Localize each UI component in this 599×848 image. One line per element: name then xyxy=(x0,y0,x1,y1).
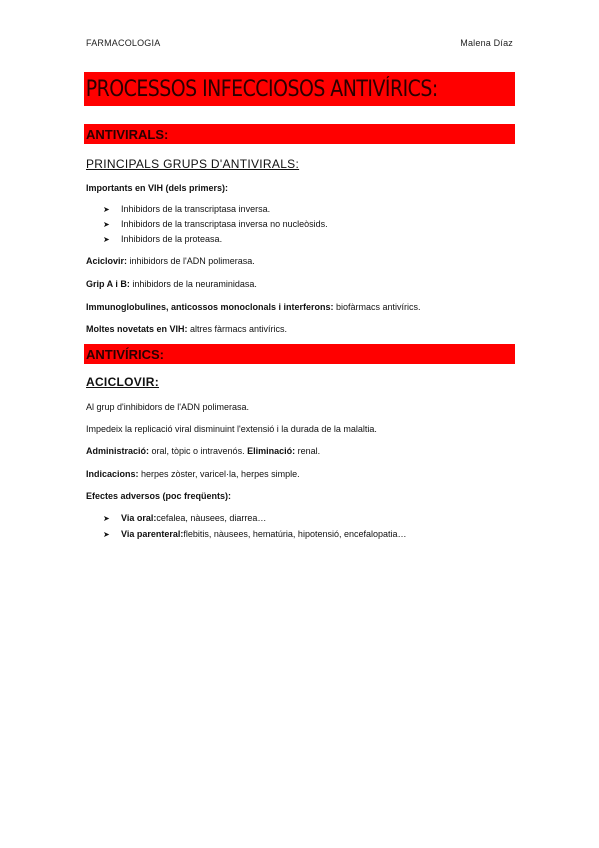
list-item xyxy=(103,529,407,539)
list-item xyxy=(103,219,328,229)
section-antivirics-highlight xyxy=(84,344,515,364)
list-item xyxy=(103,234,222,244)
arrowhead-bullet-icon: ➤ xyxy=(103,204,110,214)
grip-desc: inhibidors de la neuraminidasa. xyxy=(129,279,257,289)
header-author: Malena Díaz xyxy=(460,38,513,48)
list-item xyxy=(103,204,270,214)
via-oral-desc: cefalea, nàusees, diarrea… xyxy=(156,513,267,523)
grip-term: Grip A i B: xyxy=(86,279,130,289)
aciclovir-subheading: ACICLOVIR: xyxy=(86,375,159,389)
replicacio-line: Impedeix la replicació viral disminuint l'extensió i la durada de la malaltia. xyxy=(86,424,377,434)
efectes-label-text: Efectes adversos (poc freqüents): xyxy=(86,491,232,501)
immuno-line xyxy=(86,302,421,312)
section-antivirals-highlight xyxy=(84,124,515,144)
vih-label xyxy=(86,183,228,193)
eliminacio-term: Eliminació: xyxy=(247,446,296,456)
arrowhead-bullet-icon: ➤ xyxy=(103,529,110,539)
section-antivirics-heading: ANTIVÍRICS: xyxy=(86,346,164,362)
header-subject: FARMACOLOGIA xyxy=(86,38,161,48)
list-item-text: Inhibidors de la proteasa. xyxy=(121,234,223,244)
grup-line: Al grup d'inhibidors de l'ADN polimerasa. xyxy=(86,402,250,412)
indicacions-line xyxy=(86,469,300,479)
aciclovir-line xyxy=(86,256,255,266)
administracio-term: Administració: xyxy=(86,446,150,456)
novetats-desc: altres fàrmacs antivírics. xyxy=(187,324,288,334)
arrowhead-bullet-icon: ➤ xyxy=(103,513,110,523)
efectes-label xyxy=(86,491,231,501)
immuno-desc: biofàrmacs antivírics. xyxy=(333,302,421,312)
list-item-text: Inhibidors de la transcriptasa inversa. xyxy=(121,204,271,214)
arrowhead-bullet-icon: ➤ xyxy=(103,219,110,229)
aciclovir-term: Aciclovir: xyxy=(86,256,128,266)
administracio-desc: oral, tòpic o intravenós. xyxy=(149,446,248,456)
arrowhead-bullet-icon: ➤ xyxy=(103,234,110,244)
title-highlight xyxy=(84,72,515,106)
administracio-line xyxy=(86,446,320,456)
section-antivirals-heading: ANTIVIRALS: xyxy=(86,126,169,142)
document-title: PROCESSOS INFECCIOSOS ANTIVÍRICS: xyxy=(85,76,438,102)
vih-label-text: Importants en VIH (dels primers): xyxy=(86,183,229,193)
immuno-term: Immunoglobulines, anticossos monoclonals i interferons: xyxy=(86,302,334,312)
indicacions-term: Indicacions: xyxy=(86,469,139,479)
indicacions-desc: herpes zòster, varicel·la, herpes simple. xyxy=(138,469,300,479)
eliminacio-desc: renal. xyxy=(295,446,321,456)
novetats-term: Moltes novetats en VIH: xyxy=(86,324,188,334)
grip-line xyxy=(86,279,257,289)
list-item-text: Inhibidors de la transcriptasa inversa no nucleòsids. xyxy=(121,219,328,229)
via-parenteral-term: Via parenteral: xyxy=(121,529,184,539)
principals-grups-subheading: PRINCIPALS GRUPS D'ANTIVIRALS: xyxy=(86,157,300,171)
via-oral-term: Via oral: xyxy=(121,513,157,523)
list-item xyxy=(103,513,266,523)
via-parenteral-desc: flebitis, nàusees, hematúria, hipotensió, encefalopatia… xyxy=(183,529,407,539)
novetats-line xyxy=(86,324,287,334)
aciclovir-desc: inhibidors de l'ADN polimerasa. xyxy=(127,256,255,266)
